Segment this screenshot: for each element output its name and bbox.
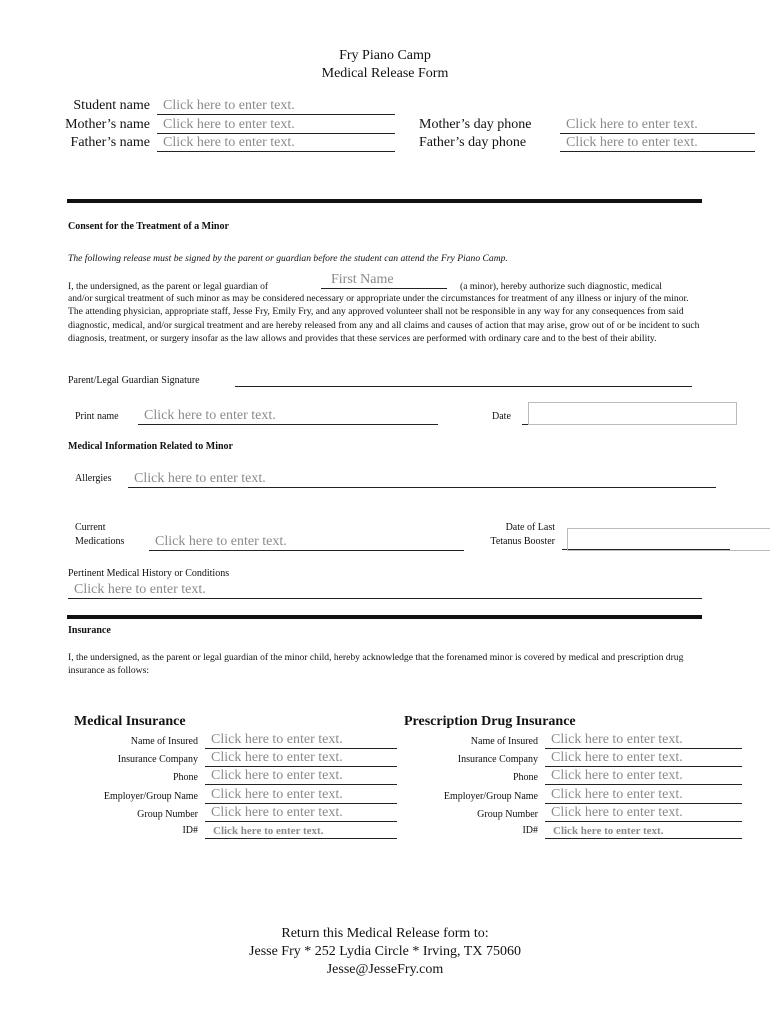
tetanus-label-2: Tetanus Booster (490, 536, 555, 547)
med-group-number-input[interactable]: Click here to enter text. (205, 805, 397, 822)
insurance-heading: Insurance (68, 625, 111, 636)
rx-group-number-label: Group Number (477, 809, 538, 820)
footer-email: Jesse@JesseFry.com (326, 962, 444, 977)
mother-name-input[interactable]: Click here to enter text. (157, 117, 395, 134)
mother-phone-label: Mother’s day phone (419, 117, 532, 132)
form-subtitle: Medical Release Form (321, 66, 449, 81)
insurance-statement: I, the undersigned, as the parent or legal guardian of the minor child, hereby acknowledge that the forenamed minor is covered by medical and prescription drug insurance as follows: (68, 652, 684, 677)
rx-group-number-input[interactable]: Click here to enter text. (545, 805, 742, 822)
med-group-number-label: Group Number (137, 809, 198, 820)
print-name-label: Print name (75, 411, 119, 422)
student-name-label: Student name (73, 98, 150, 113)
medications-input[interactable]: Click here to enter text. (149, 534, 464, 551)
date-label: Date (492, 411, 511, 422)
father-name-input[interactable]: Click here to enter text. (157, 135, 395, 152)
minor-first-name-input[interactable]: First Name (321, 272, 447, 289)
med-employer-label: Employer/Group Name (103, 791, 198, 802)
medical-insurance-heading: Medical Insurance (74, 714, 186, 729)
med-name-insured-label: Name of Insured (130, 736, 198, 747)
rx-name-insured-input[interactable]: Click here to enter text. (545, 732, 742, 749)
section-divider (67, 199, 702, 203)
rx-insurance-heading: Prescription Drug Insurance (404, 714, 576, 729)
insurance-divider (67, 615, 702, 619)
consent-line1-b: (a minor), hereby authorize such diagnostic, medical (460, 281, 662, 292)
med-phone-label: Phone (173, 772, 198, 783)
med-phone-input[interactable]: Click here to enter text. (205, 768, 397, 785)
father-phone-input[interactable]: Click here to enter text. (560, 135, 755, 152)
father-phone-label: Father’s day phone (419, 135, 527, 150)
rx-company-label: Insurance Company (457, 754, 538, 765)
date-input[interactable] (528, 402, 737, 425)
history-label: Pertinent Medical History or Conditions (68, 568, 230, 579)
current-label: Current (75, 522, 106, 533)
consent-line1-a: I, the undersigned, as the parent or legal guardian of (68, 281, 269, 292)
signature-line[interactable] (235, 375, 692, 387)
rx-id-label: ID# (522, 825, 538, 836)
footer-line-2: Jesse Fry * 252 Lydia Circle * Irving, TX 75060 (249, 944, 521, 959)
consent-intro: The following release must be signed by the parent or guardian before the student can attend the Fry Piano Camp. (68, 253, 508, 264)
med-company-input[interactable]: Click here to enter text. (205, 750, 397, 767)
rx-name-insured-label: Name of Insured (470, 736, 538, 747)
rx-employer-input[interactable]: Click here to enter text. (545, 787, 742, 804)
allergies-label: Allergies (75, 473, 112, 484)
tetanus-label-1: Date of Last (505, 522, 555, 533)
footer-line-1: Return this Medical Release form to: (281, 926, 489, 941)
form-title: Fry Piano Camp (339, 48, 431, 63)
rx-employer-label: Employer/Group Name (443, 791, 538, 802)
student-name-input[interactable]: Click here to enter text. (157, 98, 395, 115)
med-company-label: Insurance Company (117, 754, 198, 765)
rx-company-input[interactable]: Click here to enter text. (545, 750, 742, 767)
rx-phone-input[interactable]: Click here to enter text. (545, 768, 742, 785)
rx-id-input[interactable]: Click here to enter text. (545, 824, 742, 839)
med-id-input[interactable]: Click here to enter text. (205, 824, 397, 839)
med-employer-input[interactable]: Click here to enter text. (205, 787, 397, 804)
rx-phone-label: Phone (513, 772, 538, 783)
father-name-label: Father’s name (70, 135, 150, 150)
signature-label: Parent/Legal Guardian Signature (68, 375, 200, 386)
medical-heading: Medical Information Related to Minor (68, 441, 233, 452)
consent-body: and/or surgical treatment of such minor as may be considered necessary or appropriate under the circumstances for treatment of any illness or injury of the minor. The attending physician, appropriate staff, Jesse Fry, Emily Fry, and any approved volunteer shall not be responsible in any way for any consequences from said diagnostic, medical, and/or surgical treatment and are hereby released from any and all claims and causes of action that may arise, grow out of or be incident to such diagnosis, treatment, or surgery insofar as the law allows and provides that these services are performed with ordinary care and to the best of their ability. (68, 293, 700, 345)
med-name-insured-input[interactable]: Click here to enter text. (205, 732, 397, 749)
medications-label: Medications (75, 536, 125, 547)
med-id-label: ID# (182, 825, 198, 836)
consent-heading: Consent for the Treatment of a Minor (68, 221, 229, 232)
allergies-input[interactable]: Click here to enter text. (128, 471, 716, 488)
history-input[interactable]: Click here to enter text. (68, 582, 702, 599)
mother-phone-input[interactable]: Click here to enter text. (560, 117, 755, 134)
tetanus-date-input[interactable] (567, 528, 770, 551)
mother-name-label: Mother’s name (65, 117, 150, 132)
print-name-input[interactable]: Click here to enter text. (138, 408, 438, 425)
